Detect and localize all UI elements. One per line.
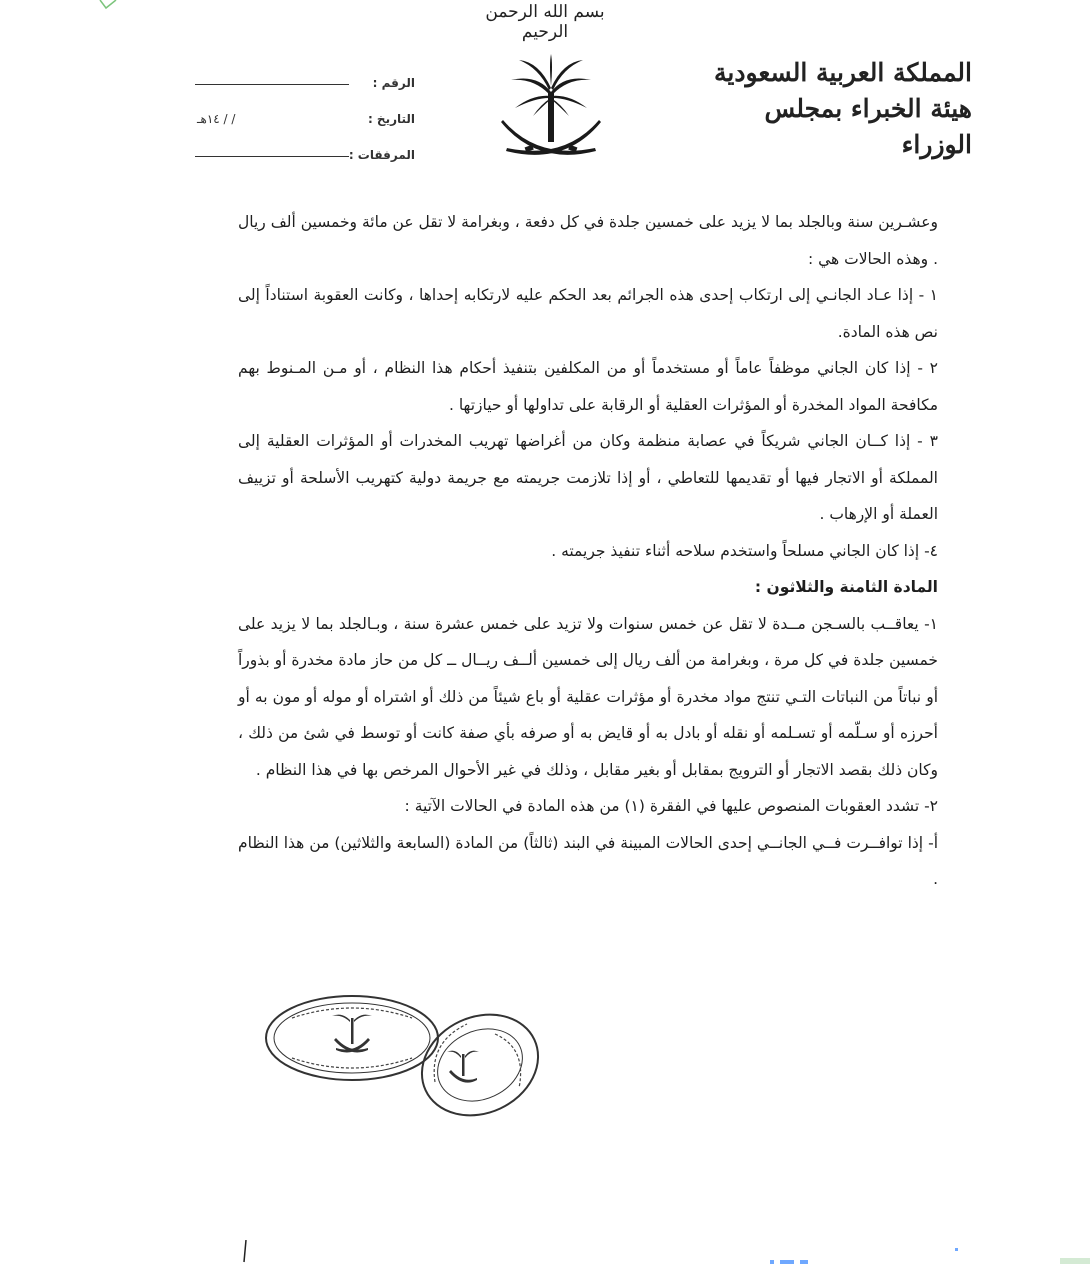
body-paragraph: ١ - إذا عـاد الجانـي إلى ارتكاب إحدى هذه الجرائم بعد الحكم عليه لارتكابه إحداها ، وكانت العقوبة استناداً إلى نص هذه المادة. [238, 286, 938, 341]
reference-fields [195, 54, 415, 162]
org-name-line1: المملكة العربية السعودية [713, 58, 972, 87]
document-body [238, 204, 938, 898]
palm-and-crossed-swords-emblem-icon [497, 52, 605, 170]
body-paragraph: ١- يعاقــب بالسـجن مــدة لا تقل عن خمس سنوات ولا تزيد على خمس عشرة سنة ، وبـالجلد بما لا يزيد على خمسين جلدة في كل مرة ، وبغرامة من ألف ريال إلى خمسين ألــف ريــال ــ كل من حاز مادة مخدرة أو بذوراً أو نباتاً من النباتات التـي تنتج مواد مخدرة أو مؤثرات عقلية أو باع شيئاً من ذلك أو اشتراه أو موله أو مون به أو أحرزه أو سـلّمه أو تسـلمه أو نقله أو بادل به أو قايض به أو صرفه بأي صفة كانت أو توسط في شئ من ذلك ، وكان ذلك بقصد الاتجار أو الترويج بمقابل أو بغير مقابل ، وذلك في غير الأحوال المرخص بها في هذا النظام . [238, 614, 938, 779]
body-paragraph: ٢ - إذا كان الجاني موظفاً عاماً أو مستخدماً أو من المكلفين بتنفيذ أحكام هذا النظام ، أو مـن المـنوط بهم مكافحة المواد المخدرة أو المؤثرات العقلية أو الرقابة على تداولها أو حيازتها . [238, 359, 938, 414]
body-paragraph: ٢- تشدد العقوبات المنصوص عليها في الفقرة (١) من هذه المادة في الحالات الآتية : [404, 797, 938, 815]
number-field [195, 54, 415, 90]
page-edge-marks [0, 1240, 1092, 1264]
attachments-line [195, 156, 349, 157]
date-label: التاريخ : [367, 112, 415, 126]
body-paragraph: وعشـرين سنة وبالجلد بما لا يزيد على خمسين جلدة في كل دفعة ، وبغرامة لا تقل عن مائة وخمسين ألف ريال . وهذه الحالات هي : [238, 213, 938, 268]
article-heading: المادة الثامنة والثلاثون : [754, 578, 938, 596]
body-paragraph: أ- إذا توافــرت فــي الجانــي إحدى الحالات المبينة في البند (ثالثاً) من المادة (السابعة والثلاثين) من هذا النظام . [238, 833, 938, 888]
corner-mark [98, 0, 118, 10]
number-label: الرقم : [372, 76, 415, 90]
organization-header [702, 55, 972, 163]
date-field [195, 90, 415, 126]
basmala: بسم الله الرحمن الرحيم [485, 2, 605, 42]
date-value: / / ١٤هـ [197, 112, 236, 126]
body-paragraph: ٤- إذا كان الجاني مسلحاً واستخدم سلاحه أثناء تنفيذ جريمته . [551, 541, 938, 560]
org-name-line2: هيئة الخبراء بمجلس الوزراء [764, 94, 972, 159]
attachments-label: المرفقات : [348, 148, 415, 162]
official-stamp-round [415, 1012, 545, 1118]
attachments-field [195, 126, 415, 162]
body-paragraph: ٣ - إذا كــان الجاني شريكاً في عصابة منظمة وكان من أغراضها تهريب المخدرات أو المؤثرات العقلية إلى المملكة أو الاتجار فيها أو تقديمها للتعاطي ، أو إذا تلازمت جريمته مع جريمة دولية كتهريب الأسلحة أو تزييف العملة أو الإرهاب . [238, 432, 938, 523]
number-line [195, 84, 349, 85]
